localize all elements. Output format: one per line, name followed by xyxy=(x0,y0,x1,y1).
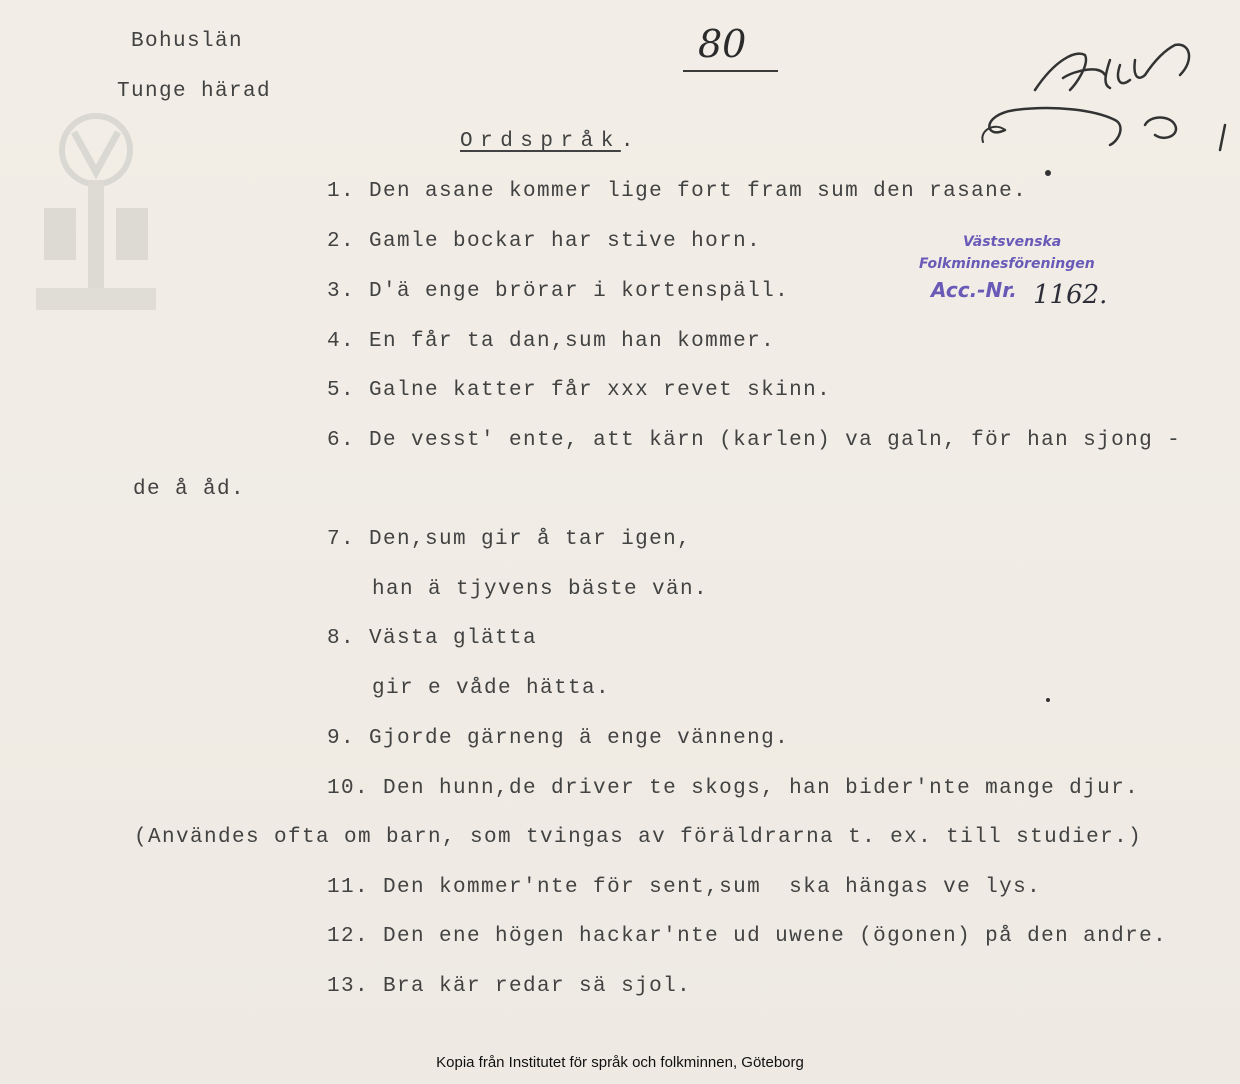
ink-speck xyxy=(1045,170,1051,176)
proverb-number: 2. xyxy=(327,230,356,253)
archive-watermark-logo xyxy=(36,110,156,320)
proverb-text: Den asane kommer lige fort fram sum den rasane. xyxy=(369,180,1028,203)
archive-footer: Kopia från Institutet för språk och folkminnen, Göteborg xyxy=(436,1054,804,1071)
handwritten-signature xyxy=(975,30,1240,165)
proverb-8-continuation: gir e våde hätta. xyxy=(372,677,611,700)
proverb-number: 8. xyxy=(327,627,356,650)
proverb-12 xyxy=(327,925,1167,948)
heading-period: . xyxy=(620,130,635,153)
proverb-text: Gamle bockar har stive horn. xyxy=(369,230,762,253)
proverb-number: 7. xyxy=(327,528,356,551)
proverb-number: 10. xyxy=(327,777,370,800)
proverb-number: 3. xyxy=(327,280,356,303)
proverb-1 xyxy=(327,180,1027,203)
stamp-line-3: Acc.-Nr. xyxy=(931,278,1017,302)
proverb-7-continuation: han ä tjyvens bäste vän. xyxy=(372,578,709,601)
ink-speck xyxy=(1046,698,1050,702)
proverb-text: Gjorde gärneng ä enge vänneng. xyxy=(369,727,790,750)
proverb-text: Västa glätta xyxy=(369,627,538,650)
proverb-number: 13. xyxy=(327,975,370,998)
proverb-number: 5. xyxy=(327,379,356,402)
proverb-10-note: (Användes ofta om barn, som tvingas av föräldrarna t. ex. till studier.) xyxy=(134,826,1143,849)
proverb-text: Bra kär redar sä sjol. xyxy=(383,975,692,998)
stamp-line-2: Folkminnesföreningen xyxy=(919,256,1095,272)
proverb-number: 11. xyxy=(327,876,370,899)
proverb-6-continuation: de å åd. xyxy=(133,478,246,501)
proverb-10 xyxy=(327,777,1139,800)
proverb-text: Den ene högen hackar'nte ud uwene (ögonen) på den andre. xyxy=(383,925,1168,948)
proverb-6 xyxy=(327,429,1181,452)
proverb-number: 9. xyxy=(327,727,356,750)
proverb-text: De vesst' ente, att kärn (karlen) va galn, för han sjong - xyxy=(369,429,1182,452)
proverb-text: En får ta dan,sum han kommer. xyxy=(369,330,776,353)
proverb-number: 1. xyxy=(327,180,356,203)
proverb-number: 6. xyxy=(327,429,356,452)
proverb-8 xyxy=(327,627,537,650)
page-number-underline xyxy=(683,70,778,72)
proverb-text: Den,sum gir å tar igen, xyxy=(369,528,692,551)
district-label: Tunge härad xyxy=(117,80,272,103)
proverb-text: D'ä enge brörar i kortenspäll. xyxy=(369,280,790,303)
document-heading xyxy=(460,130,635,153)
proverb-7 xyxy=(327,528,691,551)
stamp-line-1: Västsvenska xyxy=(963,234,1062,250)
proverb-number: 4. xyxy=(327,330,356,353)
proverb-5 xyxy=(327,379,831,402)
proverb-13 xyxy=(327,975,691,998)
accession-number: 1162. xyxy=(1033,280,1108,310)
proverb-text: Galne katter får xxx revet skinn. xyxy=(369,379,832,402)
proverb-2 xyxy=(327,230,761,253)
proverb-text: Den hunn,de driver te skogs, han bider'nte mange djur. xyxy=(383,777,1140,800)
heading-title: Ordspråk xyxy=(460,130,621,153)
proverb-4 xyxy=(327,330,775,353)
proverb-text: Den kommer'nte för sent,sum ska hängas ve lys. xyxy=(383,876,1042,899)
proverb-9 xyxy=(327,727,789,750)
region-label: Bohuslän xyxy=(131,30,244,53)
proverb-number: 12. xyxy=(327,925,370,948)
proverb-3 xyxy=(327,280,789,303)
page-number: 80 xyxy=(698,22,747,66)
proverb-11 xyxy=(327,876,1041,899)
